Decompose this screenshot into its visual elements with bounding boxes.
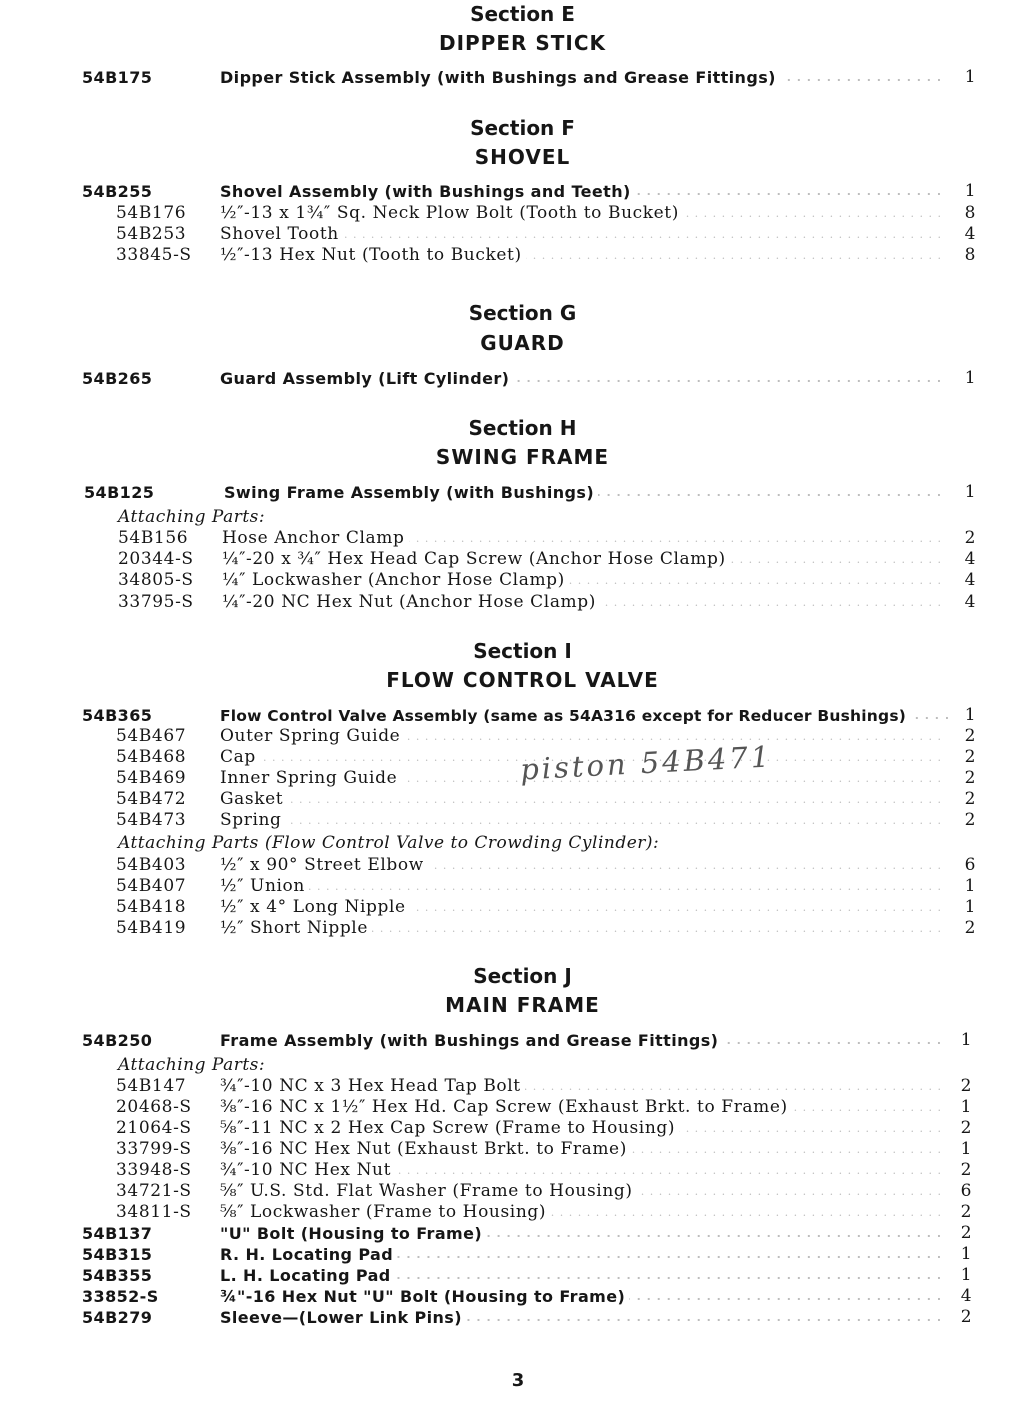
part-number: 54B472 bbox=[116, 789, 187, 809]
part-number: 54B403 bbox=[116, 855, 187, 875]
parts-row bbox=[0, 528, 1024, 549]
part-quantity: 1 bbox=[964, 705, 976, 725]
part-description: L. H. Locating Pad . . . bbox=[220, 1265, 942, 1286]
part-number: 54B279 bbox=[82, 1308, 153, 1327]
parts-row bbox=[0, 181, 1024, 202]
part-description: Sleeve—(Lower Link Pins) . . . bbox=[220, 1307, 942, 1328]
part-description: Cap . . . bbox=[220, 747, 942, 768]
parts-row bbox=[0, 224, 1024, 245]
part-quantity: 6 bbox=[964, 855, 976, 875]
part-number: 20468-S bbox=[116, 1097, 192, 1117]
part-description: ⅝″ U.S. Std. Flat Washer (Frame to Housing) . . . bbox=[220, 1181, 942, 1202]
part-number: 54B137 bbox=[82, 1224, 153, 1243]
part-number: 54B418 bbox=[116, 897, 187, 917]
part-description: ½″-13 x 1¾″ Sq. Neck Plow Bolt (Tooth to Bucket) . . . bbox=[220, 203, 942, 224]
part-description: Shovel Assembly (with Bushings and Teeth) . . . bbox=[220, 181, 942, 202]
part-description: Gasket . . . bbox=[220, 789, 942, 810]
part-quantity: 2 bbox=[960, 1223, 972, 1243]
parts-row bbox=[0, 1160, 1024, 1181]
part-number: 54B265 bbox=[82, 369, 153, 388]
section-h-title: Section H bbox=[468, 416, 577, 440]
part-description: Spring . . . bbox=[220, 810, 942, 831]
parts-row bbox=[0, 482, 1024, 503]
part-number: 54B469 bbox=[116, 768, 187, 788]
part-quantity: 4 bbox=[964, 224, 976, 244]
part-number: 54B407 bbox=[116, 876, 187, 896]
part-quantity: 1 bbox=[964, 67, 976, 87]
parts-row bbox=[0, 1097, 1024, 1118]
parts-row bbox=[0, 1139, 1024, 1160]
part-quantity: 2 bbox=[960, 1307, 972, 1327]
part-description: Dipper Stick Assembly (with Bushings and Grease Fittings) . . . bbox=[220, 67, 942, 88]
handwritten-note: piston 54B471 bbox=[519, 739, 774, 787]
part-description: R. H. Locating Pad . . . bbox=[220, 1244, 942, 1265]
section-e-title: Section E bbox=[470, 2, 575, 26]
part-quantity: 1 bbox=[964, 876, 976, 896]
part-number: 33799-S bbox=[116, 1139, 192, 1159]
part-number: 34811-S bbox=[116, 1202, 192, 1222]
part-quantity: 2 bbox=[964, 918, 976, 938]
part-quantity: 1 bbox=[960, 1265, 972, 1285]
part-description: ⅝″ Lockwasher (Frame to Housing) . . . bbox=[220, 1202, 942, 1223]
part-description: Frame Assembly (with Bushings and Grease Fittings) . . . bbox=[220, 1030, 942, 1051]
part-number: 33845-S bbox=[116, 245, 192, 265]
part-description: ½″ Short Nipple . . . bbox=[220, 918, 942, 939]
part-quantity: 2 bbox=[960, 1076, 972, 1096]
part-number: 54B315 bbox=[82, 1245, 153, 1264]
part-quantity: 4 bbox=[964, 549, 976, 569]
section-h-name: SWING FRAME bbox=[435, 445, 610, 469]
parts-row bbox=[0, 1244, 1024, 1265]
part-quantity: 1 bbox=[964, 482, 976, 502]
part-number: 34721-S bbox=[116, 1181, 192, 1201]
part-quantity: 1 bbox=[964, 897, 976, 917]
parts-row bbox=[0, 1202, 1024, 1223]
part-description: Inner Spring Guide . . . bbox=[220, 768, 942, 789]
parts-row bbox=[0, 570, 1024, 591]
part-number: 54B147 bbox=[116, 1076, 187, 1096]
part-number: 54B253 bbox=[116, 224, 187, 244]
part-description: Hose Anchor Clamp . . . bbox=[222, 528, 942, 549]
part-description: ½″ Union . . . bbox=[220, 876, 942, 897]
part-quantity: 8 bbox=[964, 203, 976, 223]
part-number: 21064-S bbox=[116, 1118, 192, 1138]
parts-row bbox=[0, 549, 1024, 570]
part-description: ¾″-10 NC Hex Nut . . . bbox=[220, 1160, 942, 1181]
part-description: ¼″ Lockwasher (Anchor Hose Clamp) . . . bbox=[222, 570, 942, 591]
part-number: 54B175 bbox=[82, 68, 153, 87]
attaching-parts-label: Attaching Parts: bbox=[118, 507, 266, 527]
part-quantity: 8 bbox=[964, 245, 976, 265]
part-description: ¾"-16 Hex Nut "U" Bolt (Housing to Frame) . . . bbox=[220, 1286, 942, 1307]
section-g-title: Section G bbox=[468, 301, 577, 325]
section-j-name: MAIN FRAME bbox=[445, 993, 600, 1017]
part-description: ½″ x 90° Street Elbow . . . bbox=[220, 855, 942, 876]
part-number: 33948-S bbox=[116, 1160, 192, 1180]
part-description: ⅜″-16 NC x 1½″ Hex Hd. Cap Screw (Exhaust Brkt. to Frame) . . . bbox=[220, 1097, 942, 1118]
parts-row bbox=[0, 245, 1024, 266]
part-number: 20344-S bbox=[118, 549, 194, 569]
part-quantity: 2 bbox=[964, 768, 976, 788]
parts-row bbox=[0, 1118, 1024, 1139]
parts-row bbox=[0, 592, 1024, 613]
part-description: "U" Bolt (Housing to Frame) . . . bbox=[220, 1223, 942, 1244]
part-quantity: 2 bbox=[960, 1160, 972, 1180]
part-number: 54B419 bbox=[116, 918, 187, 938]
section-g-name: GUARD bbox=[480, 331, 565, 355]
part-number: 54B355 bbox=[82, 1266, 153, 1285]
part-description: ½″ x 4° Long Nipple . . . bbox=[220, 897, 942, 918]
part-description: Outer Spring Guide . . . bbox=[220, 726, 942, 747]
part-quantity: 2 bbox=[960, 1202, 972, 1222]
page-number: 3 bbox=[511, 1370, 525, 1391]
section-i-title: Section I bbox=[473, 639, 572, 663]
parts-row bbox=[0, 1030, 1024, 1051]
part-quantity: 4 bbox=[960, 1286, 972, 1306]
part-number: 54B365 bbox=[82, 706, 153, 725]
part-quantity: 1 bbox=[964, 368, 976, 388]
section-e-name: DIPPER STICK bbox=[438, 31, 607, 55]
part-quantity: 2 bbox=[964, 810, 976, 830]
parts-row bbox=[0, 1223, 1024, 1244]
part-quantity: 1 bbox=[964, 181, 976, 201]
part-description: Shovel Tooth . . . bbox=[220, 224, 942, 245]
parts-row bbox=[0, 855, 1024, 876]
parts-row bbox=[0, 1181, 1024, 1202]
parts-row bbox=[0, 810, 1024, 831]
part-number: 33795-S bbox=[118, 592, 194, 612]
part-quantity: 2 bbox=[964, 726, 976, 746]
parts-row bbox=[0, 67, 1024, 88]
part-description: ¾″-10 NC x 3 Hex Head Tap Bolt . . . bbox=[220, 1076, 942, 1097]
parts-row bbox=[0, 705, 1024, 726]
part-number: 54B250 bbox=[82, 1031, 153, 1050]
parts-row bbox=[0, 897, 1024, 918]
part-description: ½″-13 Hex Nut (Tooth to Bucket) . . . bbox=[220, 245, 942, 266]
attaching-parts-label: Attaching Parts: bbox=[118, 1055, 266, 1075]
part-quantity: 2 bbox=[964, 789, 976, 809]
part-quantity: 4 bbox=[964, 592, 976, 612]
part-description: Flow Control Valve Assembly (same as 54A316 except for Reducer Bushings) . . . bbox=[220, 705, 950, 726]
parts-row bbox=[0, 747, 1024, 768]
part-quantity: 1 bbox=[960, 1139, 972, 1159]
part-description: ¼″-20 NC Hex Nut (Anchor Hose Clamp) . . . bbox=[222, 592, 942, 613]
section-f-title: Section F bbox=[470, 116, 575, 140]
parts-row bbox=[0, 1307, 1024, 1328]
part-quantity: 4 bbox=[964, 570, 976, 590]
part-number: 34805-S bbox=[118, 570, 194, 590]
part-description: ⅝″-11 NC x 2 Hex Cap Screw (Frame to Housing) . . . bbox=[220, 1118, 942, 1139]
part-quantity: 1 bbox=[960, 1030, 972, 1050]
section-f-name: SHOVEL bbox=[474, 145, 571, 169]
part-number: 54B468 bbox=[116, 747, 187, 767]
part-description: ¼″-20 x ¾″ Hex Head Cap Screw (Anchor Hose Clamp) . . . bbox=[222, 549, 942, 570]
part-quantity: 2 bbox=[964, 528, 976, 548]
part-quantity: 6 bbox=[960, 1181, 972, 1201]
parts-row bbox=[0, 368, 1024, 389]
part-number: 54B473 bbox=[116, 810, 187, 830]
part-quantity: 2 bbox=[964, 747, 976, 767]
parts-row bbox=[0, 726, 1024, 747]
parts-row bbox=[0, 768, 1024, 789]
part-description: ⅜″-16 NC Hex Nut (Exhaust Brkt. to Frame) . . . bbox=[220, 1139, 942, 1160]
part-number: 54B467 bbox=[116, 726, 187, 746]
parts-row bbox=[0, 1265, 1024, 1286]
parts-row bbox=[0, 1286, 1024, 1307]
part-number: 33852-S bbox=[82, 1287, 159, 1306]
part-quantity: 1 bbox=[960, 1097, 972, 1117]
parts-row bbox=[0, 789, 1024, 810]
part-quantity: 2 bbox=[960, 1118, 972, 1138]
parts-row bbox=[0, 1076, 1024, 1097]
part-description: Guard Assembly (Lift Cylinder) . . . bbox=[220, 368, 942, 389]
part-number: 54B255 bbox=[82, 182, 153, 201]
part-quantity: 1 bbox=[960, 1244, 972, 1264]
section-j-title: Section J bbox=[473, 964, 572, 988]
section-i-name: FLOW CONTROL VALVE bbox=[386, 668, 659, 692]
part-number: 54B125 bbox=[84, 483, 155, 502]
part-number: 54B176 bbox=[116, 203, 187, 223]
part-description: Swing Frame Assembly (with Bushings) . . . bbox=[224, 482, 942, 503]
attaching-parts-label: Attaching Parts (Flow Control Valve to Crowding Cylinder): bbox=[118, 833, 660, 853]
part-number: 54B156 bbox=[118, 528, 189, 548]
parts-row bbox=[0, 876, 1024, 897]
parts-row bbox=[0, 918, 1024, 939]
parts-row bbox=[0, 203, 1024, 224]
